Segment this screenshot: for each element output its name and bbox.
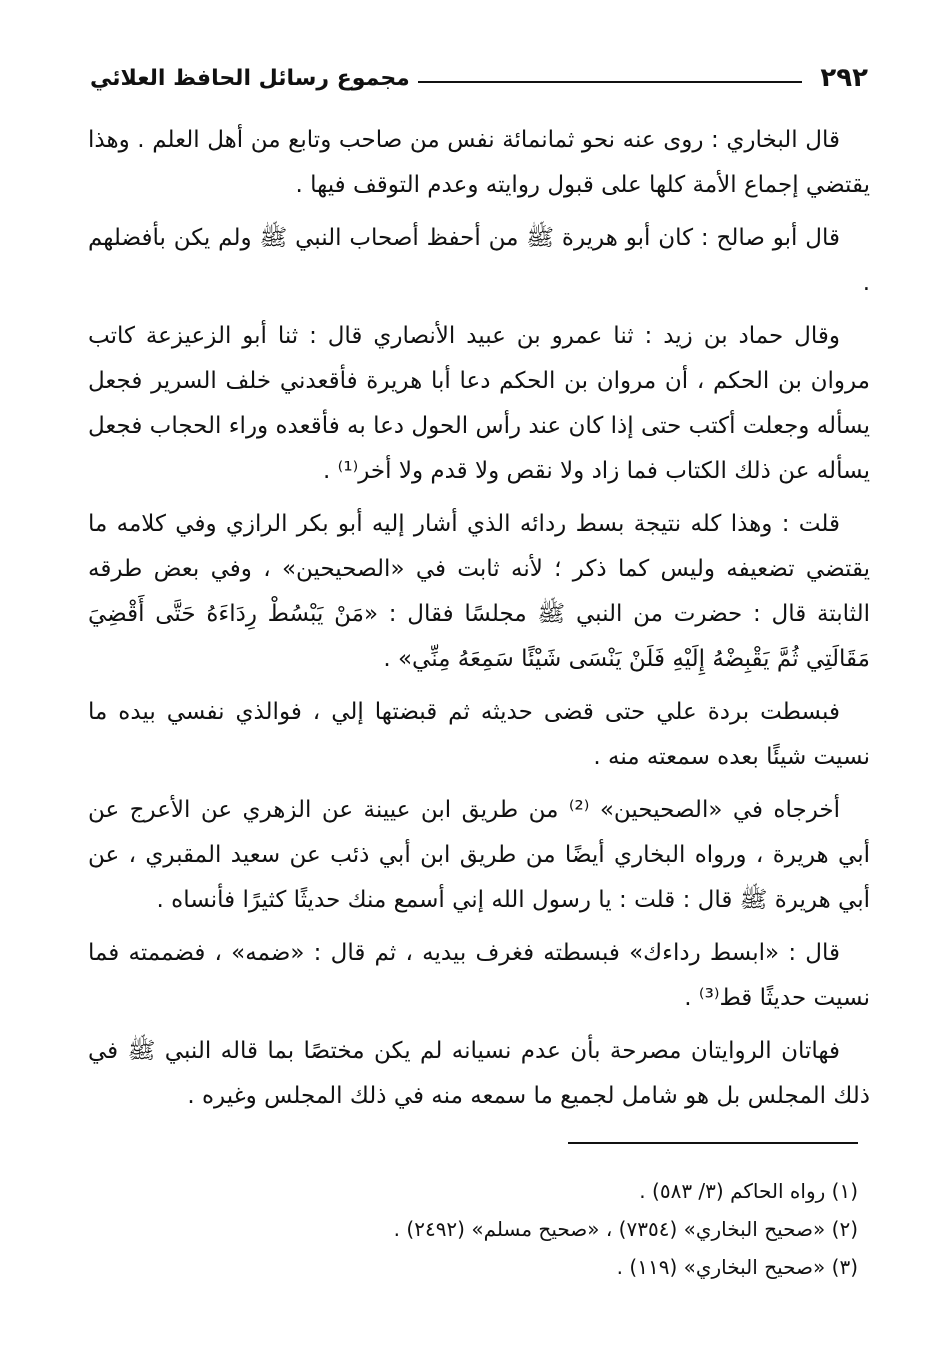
running-title: مجموع رسائل الحافظ العلائي — [90, 65, 410, 91]
paragraph-akhrajahu: أخرجاه في «الصحيحين» ⁽²⁾ من طريق ابن عيينة عن الزهري عن الأعرج عن أبي هريرة ، ورواه البخاري أيضًا من طريق ابن أبي ذئب عن سعيد المقبري ، عن أبي هريرة ﷺ قال : قلت : يا رسول الله إني أسمع منك حديثًا كثيرًا فأنساه . — [88, 797, 870, 913]
paragraph-qultu: قلت : وهذا كله نتيجة بسط ردائه الذي أشار إليه أبو بكر الرازي وفي كلامه ما يقتضي تضعيفه وليس كما ذكر ؛ لأنه ثابت في «الصحيحين» ، وفي بعض طرقه الثابتة قال : حضرت من النبي ﷺ مجلسًا فقال : «مَنْ يَبْسُطْ رِدَاءَهُ حَتَّى أَقْضِيَ مَقَالَتِي ثُمَّ يَقْبِضْهُ إِلَيْهِ فَلَنْ يَنْسَى شَيْئًا سَمِعَهُ مِنِّي» . — [88, 511, 870, 672]
footnote-3: (٣) «صحيح البخاري» (١١٩) . — [616, 1255, 858, 1279]
header-rule — [418, 81, 803, 83]
footnotes — [78, 1172, 858, 1286]
paragraph-qala: قال : «ابسط رداءك» فبسطته فغرف بيديه ، ثم قال : «ضمه» ، فضممته فما نسيت حديثًا قط⁽³⁾ . — [88, 940, 870, 1011]
paragraph-basattu: فبسطت بردة علي حتى قضى حديثه ثم قبضتها إلي ، فوالذي نفسي بيده ما نسيت شيئًا بعده سمعته منه . — [88, 699, 870, 770]
page-header — [90, 58, 868, 98]
footnote-2: (٢) «صحيح البخاري» (٧٣٥٤) ، «صحيح مسلم» (٢٤٩٢) . — [393, 1217, 858, 1241]
paragraph-hammad: وقال حماد بن زيد : ثنا عمرو بن عبيد الأنصاري قال : ثنا أبو الزعيزعة كاتب مروان بن الحكم ، أن مروان بن الحكم دعا أبا هريرة فأقعدني خلف السرير فجعل يسأله وجعلت أكتب حتى إذا كان عند رأس الحول دعا به فأقعده وراء الحجاب فجعل يسأله عن ذلك الكتاب فما زاد ولا نقص ولا قدم ولا أخر⁽¹⁾ . — [88, 323, 870, 484]
page-number: ٢٩٢ — [820, 63, 868, 93]
paragraph-abu-salih: قال أبو صالح : كان أبو هريرة ﷺ من أحفظ أصحاب النبي ﷺ ولم يكن بأفضلهم . — [88, 225, 870, 296]
footnote-separator — [568, 1142, 858, 1144]
paragraph-fahatan: فهاتان الروايتان مصرحة بأن عدم نسيانه لم يكن مختصًا بما قاله النبي ﷺ في ذلك المجلس بل هو شامل لجميع ما سمعه منه في ذلك المجلس وغيره . — [88, 1038, 870, 1109]
main-text — [88, 118, 870, 1127]
footnote-1: (١) رواه الحاكم (٣/ ٥٨٣) . — [639, 1179, 858, 1203]
paragraph-bukhari: قال البخاري : روى عنه نحو ثمانمائة نفس من صاحب وتابع من أهل العلم . وهذا يقتضي إجماع الأمة كلها على قبول روايته وعدم التوقف فيها . — [88, 127, 870, 198]
